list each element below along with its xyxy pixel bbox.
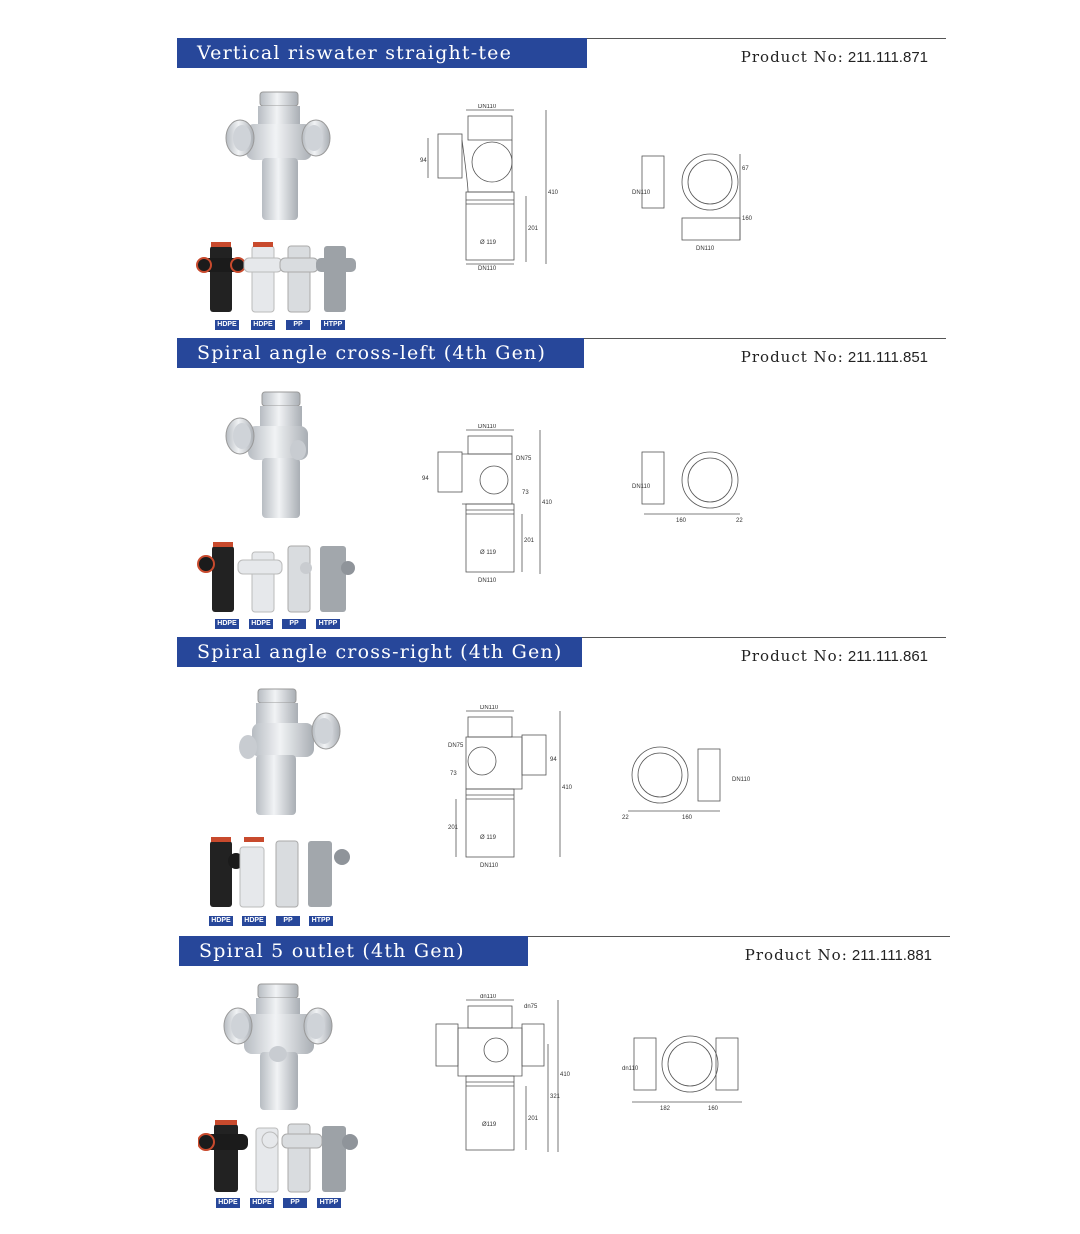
dim-lower: 201 bbox=[528, 226, 539, 232]
product-number-label: Product No: bbox=[744, 946, 848, 964]
variant-hdpe-black bbox=[197, 242, 245, 312]
dim-right: DN110 bbox=[732, 777, 750, 783]
dim-total: 410 bbox=[542, 500, 553, 506]
product-number bbox=[741, 647, 928, 665]
dim-bottom-a: 182 bbox=[660, 1106, 671, 1112]
fitting-main-image bbox=[218, 90, 338, 222]
material-badge-hdpe-black: HDPE bbox=[209, 916, 233, 926]
material-variants-image bbox=[196, 538, 360, 614]
dim-bottom-b: 22 bbox=[736, 518, 743, 524]
material-badge-hdpe-white: HDPE bbox=[250, 1198, 274, 1208]
dim-mid: 73 bbox=[450, 771, 457, 777]
dim-right: 94 bbox=[550, 757, 557, 763]
dim-lower: 201 bbox=[528, 1116, 539, 1122]
dim-left: dn110 bbox=[622, 1066, 639, 1072]
section-title: Spiral angle cross-left (4th Gen) bbox=[177, 338, 584, 368]
product-number-value: 211.111.851 bbox=[847, 349, 928, 366]
product-section-4 bbox=[0, 936, 1080, 1234]
variant-hdpe-white bbox=[244, 242, 282, 312]
dim-diameter: Ø 119 bbox=[480, 240, 496, 246]
material-badge-pp: PP bbox=[276, 916, 300, 926]
dim-branch: DN75 bbox=[516, 456, 532, 462]
material-variants-image bbox=[198, 1116, 360, 1194]
dim-top: dn110 bbox=[480, 994, 497, 1000]
dim-top: DN110 bbox=[478, 104, 497, 110]
dim-left: 94 bbox=[420, 158, 427, 164]
dim-left: DN110 bbox=[632, 190, 651, 196]
material-badge-pp: PP bbox=[283, 1198, 307, 1208]
dim-left: DN110 bbox=[632, 484, 651, 490]
product-number-value: 211.111.871 bbox=[847, 49, 928, 66]
material-badge-hdpe-black: HDPE bbox=[215, 320, 239, 330]
material-badge-htpp: HTPP bbox=[309, 916, 333, 926]
technical-drawing-front bbox=[430, 994, 570, 1164]
dim-mid: 73 bbox=[522, 490, 529, 496]
dim-total: 410 bbox=[548, 190, 558, 196]
product-number bbox=[741, 348, 928, 366]
product-section-2 bbox=[0, 338, 1080, 636]
technical-drawing-side bbox=[630, 448, 760, 528]
material-badge-htpp: HTPP bbox=[317, 1198, 341, 1208]
material-badge-pp: PP bbox=[286, 320, 310, 330]
product-number-label: Product No: bbox=[740, 348, 844, 366]
dim-diameter: Ø119 bbox=[482, 1122, 497, 1128]
dim-total: 410 bbox=[560, 1072, 570, 1078]
dim-right-a: 67 bbox=[742, 166, 749, 172]
technical-drawing-front bbox=[440, 705, 580, 869]
material-badge-hdpe-black: HDPE bbox=[215, 619, 239, 629]
dim-diameter: Ø 119 bbox=[480, 835, 496, 841]
technical-drawing-side bbox=[620, 741, 750, 825]
dim-bottom: DN110 bbox=[478, 266, 497, 270]
dim-branch: DN75 bbox=[448, 743, 464, 749]
material-variants-image bbox=[200, 833, 360, 909]
dim-bottom-b: 160 bbox=[682, 815, 693, 821]
section-title: Spiral 5 outlet (4th Gen) bbox=[179, 936, 528, 966]
dim-bottom-a: 22 bbox=[622, 815, 629, 821]
dim-lower: 201 bbox=[448, 825, 459, 831]
variant-htpp bbox=[316, 246, 356, 312]
dim-lower: 201 bbox=[524, 538, 535, 544]
material-badge-pp: PP bbox=[282, 619, 306, 629]
dim-total: 410 bbox=[562, 785, 573, 791]
material-badge-htpp: HTPP bbox=[316, 619, 340, 629]
technical-drawing-side bbox=[620, 1030, 750, 1114]
section-title: Vertical riswater straight-tee bbox=[177, 38, 587, 68]
dim-right-b: 160 bbox=[742, 216, 753, 222]
technical-drawing-front bbox=[418, 424, 558, 584]
dim-bottom-a: 160 bbox=[676, 518, 687, 524]
fitting-main-image bbox=[218, 390, 338, 520]
technical-drawing-side bbox=[630, 148, 760, 258]
material-badge-hdpe-white: HDPE bbox=[249, 619, 273, 629]
product-number-value: 211.111.881 bbox=[851, 947, 932, 964]
product-number bbox=[741, 48, 928, 66]
section-title: Spiral angle cross-right (4th Gen) bbox=[177, 637, 582, 667]
dim-top: DN110 bbox=[480, 705, 499, 711]
dim-bottom: DN110 bbox=[480, 863, 499, 869]
dim-bottom: DN110 bbox=[696, 246, 715, 252]
dim-left: 94 bbox=[422, 476, 429, 482]
product-number-label: Product No: bbox=[740, 48, 844, 66]
dim-branch: dn75 bbox=[524, 1004, 538, 1010]
product-number-value: 211.111.861 bbox=[847, 648, 928, 665]
dim-bottom-b: 160 bbox=[708, 1106, 719, 1112]
material-badge-hdpe-black: HDPE bbox=[216, 1198, 240, 1208]
fitting-main-image bbox=[216, 982, 342, 1112]
variant-pp bbox=[280, 246, 318, 312]
fitting-main-image bbox=[228, 687, 348, 817]
technical-drawing-front bbox=[418, 104, 558, 270]
product-number bbox=[745, 946, 932, 964]
product-section-3 bbox=[0, 637, 1080, 935]
material-badge-htpp: HTPP bbox=[321, 320, 345, 330]
dim-diameter: Ø 119 bbox=[480, 550, 496, 556]
product-number-label: Product No: bbox=[740, 647, 844, 665]
dim-mid: 321 bbox=[550, 1094, 561, 1100]
product-section-1 bbox=[0, 38, 1080, 336]
material-badge-hdpe-white: HDPE bbox=[242, 916, 266, 926]
dim-bottom: DN110 bbox=[478, 578, 497, 584]
material-badge-hdpe-white: HDPE bbox=[251, 320, 275, 330]
dim-top: DN110 bbox=[478, 424, 497, 430]
material-variants-image bbox=[196, 238, 360, 314]
